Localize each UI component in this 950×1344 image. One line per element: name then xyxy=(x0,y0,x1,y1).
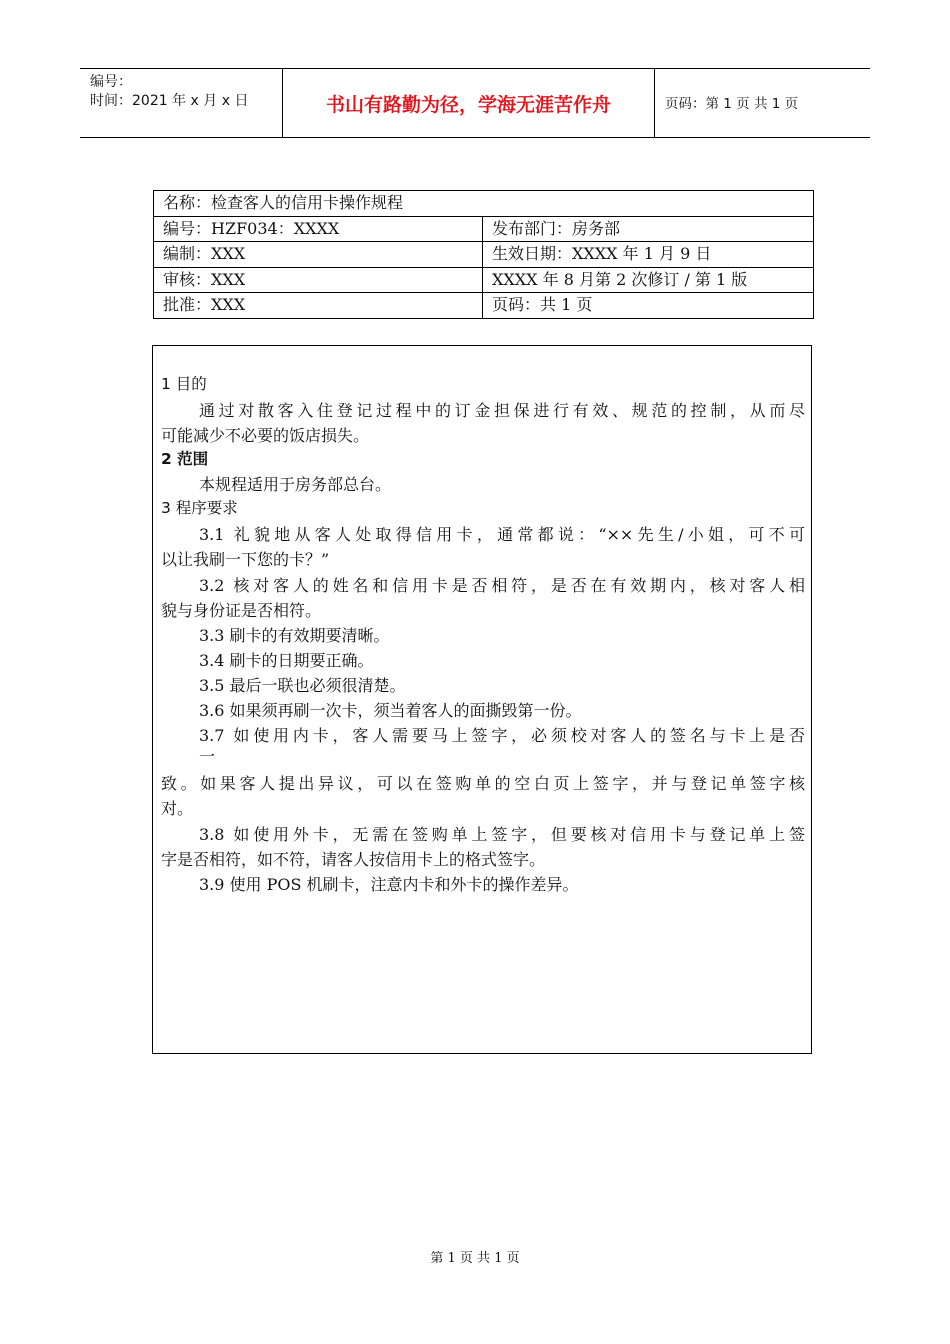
list-item: 3.6 如果须再刷一次卡，须当着客人的面撕毁第一份。 xyxy=(199,701,582,720)
table-row xyxy=(154,216,814,242)
approver: 批准：XXX xyxy=(154,293,483,319)
header-divider xyxy=(654,69,655,137)
header-page-info: 页码：第 1 页 共 1 页 xyxy=(665,96,799,112)
section-title-procedure: 3 程序要求 xyxy=(161,499,238,517)
procedure-name: 名称：检查客人的信用卡操作规程 xyxy=(154,191,814,217)
list-item: 3.9 使用 POS 机刷卡，注意内卡和外卡的操作差异。 xyxy=(199,875,579,894)
paragraph-line: 本规程适用于房务部总台。 xyxy=(199,475,392,494)
table-row xyxy=(154,191,814,217)
paragraph-line: 貌与身份证是否相符。 xyxy=(161,601,322,620)
paragraph-line: 通过对散客入住登记过程中的订金担保进行有效、规范的控制，从而尽 xyxy=(199,401,805,420)
list-item: 3.5 最后一联也必须很清楚。 xyxy=(199,676,406,695)
page-count: 页码：共 1 页 xyxy=(483,293,814,319)
table-row xyxy=(154,293,814,319)
reviewer: 审核：XXX xyxy=(154,267,483,293)
table-row xyxy=(154,242,814,268)
list-item: 3.2 核对客人的姓名和信用卡是否相符，是否在有效期内，核对客人相 xyxy=(199,576,805,595)
procedure-content xyxy=(152,345,812,1054)
paragraph-line: 一 xyxy=(199,747,216,766)
procedure-code: 编号：HZF034：XXXX xyxy=(154,216,483,242)
document-header xyxy=(80,68,870,138)
paragraph-line: 对。 xyxy=(161,799,194,818)
page-footer: 第 1 页 共 1 页 xyxy=(430,1251,520,1266)
issuing-department: 发布部门：房务部 xyxy=(483,216,814,242)
paragraph-line: 可能减少不必要的饭店损失。 xyxy=(161,426,370,445)
procedure-info-table xyxy=(153,190,814,319)
header-time-label: 时间：2021 年 x 月 x 日 xyxy=(90,93,249,109)
editor: 编制：XXX xyxy=(154,242,483,268)
section-title-purpose: 1 目的 xyxy=(161,375,207,393)
table-row xyxy=(154,267,814,293)
paragraph-line: 致。如果客人提出异议，可以在签购单的空白页上签字，并与登记单签字核 xyxy=(161,774,805,793)
paragraph-line: 以让我刷一下您的卡？” xyxy=(161,550,330,569)
effective-date: 生效日期：XXXX 年 1 月 9 日 xyxy=(483,242,814,268)
section-title-scope: 2 范围 xyxy=(161,450,209,468)
list-item: 3.8 如使用外卡，无需在签购单上签字，但要核对信用卡与登记单上签 xyxy=(199,825,805,844)
paragraph-line: 字是否相符，如不符，请客人按信用卡上的格式签字。 xyxy=(161,850,546,869)
header-number-label: 编号： xyxy=(90,74,132,90)
list-item: 3.1 礼貌地从客人处取得信用卡，通常都说：“××先生/小姐，可不可 xyxy=(199,525,805,544)
list-item: 3.7 如使用内卡，客人需要马上签字，必须校对客人的签名与卡上是否 xyxy=(199,726,805,745)
list-item: 3.3 刷卡的有效期要清晰。 xyxy=(199,626,390,645)
list-item: 3.4 刷卡的日期要正确。 xyxy=(199,651,374,670)
header-meta xyxy=(90,73,248,111)
header-motto: 书山有路勤为径，学海无涯苦作舟 xyxy=(325,94,611,116)
revision-info: XXXX 年 8 月第 2 次修订 / 第 1 版 xyxy=(483,267,814,293)
